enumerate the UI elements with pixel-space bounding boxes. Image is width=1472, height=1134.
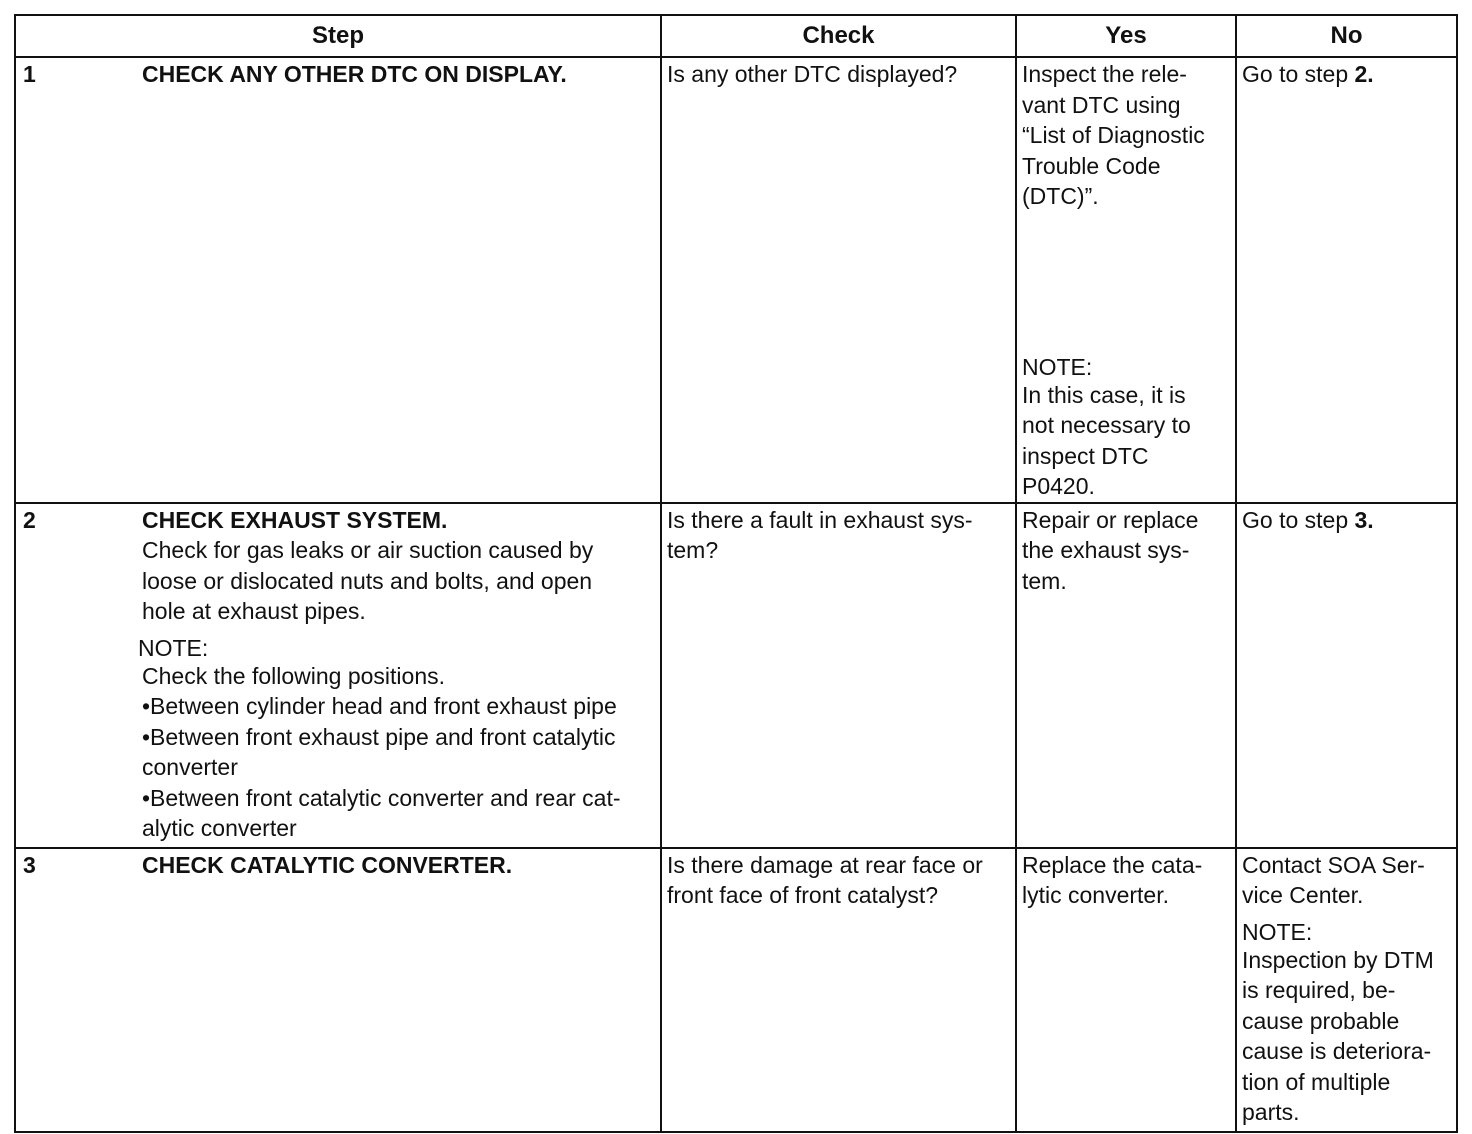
check-line: tem? [667, 537, 719, 563]
table-row [15, 848, 1457, 1132]
step-body-line: Check for gas leaks or air suction caused by [142, 537, 594, 563]
note-line: In this case, it is [1022, 381, 1186, 408]
yes-line: lytic converter. [1022, 882, 1169, 908]
note-line: cause is deteriora- [1242, 1038, 1432, 1064]
no-cell [1236, 848, 1457, 1132]
note-line: •Between front exhaust pipe and front catalytic [142, 723, 616, 750]
note-line: inspect DTC [1022, 442, 1149, 469]
note-line: tion of multiple [1242, 1068, 1391, 1095]
go-to-step-number: 2. [1354, 61, 1374, 87]
note-line: Check the following positions. [142, 662, 445, 689]
yes-line: Repair or replace [1022, 506, 1199, 533]
note-line: parts. [1242, 1099, 1300, 1125]
check-line: Is there a fault in exhaust sys- [667, 506, 973, 533]
note-line: •Between cylinder head and front exhaust pipe [142, 693, 617, 719]
step-title: CHECK ANY OTHER DTC ON DISPLAY. [142, 61, 567, 87]
header-yes: Yes [1016, 15, 1236, 57]
step-cell [15, 503, 661, 848]
note-line: P0420. [1022, 473, 1095, 499]
yes-line: Replace the cata- [1022, 851, 1203, 878]
note-label: NOTE: [1242, 918, 1313, 945]
yes-line: (DTC)”. [1022, 183, 1099, 209]
yes-cell [1016, 848, 1236, 1132]
note-line: converter [142, 754, 238, 780]
step-cell [15, 57, 661, 503]
note-line: •Between front catalytic converter and rear cat- [142, 784, 621, 811]
step-number: 2 [23, 506, 36, 533]
header-no: No [1236, 15, 1457, 57]
no-text [1237, 58, 1456, 90]
step-body-line: hole at exhaust pipes. [142, 598, 366, 624]
yes-cell [1016, 57, 1236, 503]
note-line: alytic converter [142, 815, 297, 841]
go-to-step-number: 3. [1354, 506, 1374, 533]
yes-line: Trouble Code [1022, 152, 1161, 179]
no-cell [1236, 503, 1457, 848]
diagnostic-table [14, 14, 1458, 1133]
step-number: 1 [23, 61, 36, 87]
note-label: NOTE: [1022, 353, 1093, 380]
step-body-line: loose or dislocated nuts and bolts, and open [142, 567, 593, 594]
no-line: Contact SOA Ser- [1242, 851, 1425, 878]
yes-line: the exhaust sys- [1022, 537, 1190, 563]
no-cell [1236, 57, 1457, 503]
no-prefix: Go to step [1242, 61, 1355, 87]
header-check: Check [661, 15, 1016, 57]
step-number: 3 [23, 851, 36, 878]
no-text [1237, 504, 1456, 536]
note-line: not necessary to [1022, 412, 1191, 438]
yes-cell [1016, 503, 1236, 848]
no-line: vice Center. [1242, 882, 1364, 908]
check-text: Is any other DTC displayed? [667, 61, 958, 87]
table-row [15, 57, 1457, 503]
header-step: Step [15, 15, 661, 57]
check-cell [661, 503, 1016, 848]
note-line: is required, be- [1242, 977, 1396, 1003]
step-cell [15, 848, 661, 1132]
yes-line: vant DTC using [1022, 91, 1181, 118]
check-line: front face of front catalyst? [667, 882, 939, 908]
no-prefix: Go to step [1242, 506, 1355, 533]
note-label: NOTE: [138, 634, 209, 661]
header-row [15, 15, 1457, 57]
yes-line: tem. [1022, 567, 1067, 594]
note-line: Inspection by DTM [1242, 946, 1434, 973]
yes-line: Inspect the rele- [1022, 61, 1187, 87]
note-line: cause probable [1242, 1007, 1400, 1034]
check-line: Is there damage at rear face or [667, 851, 983, 878]
yes-line: “List of Diagnostic [1022, 122, 1205, 148]
check-cell [661, 57, 1016, 503]
step-title: CHECK CATALYTIC CONVERTER. [142, 851, 513, 878]
table-row [15, 503, 1457, 848]
step-title: CHECK EXHAUST SYSTEM. [142, 506, 448, 533]
check-cell [661, 848, 1016, 1132]
